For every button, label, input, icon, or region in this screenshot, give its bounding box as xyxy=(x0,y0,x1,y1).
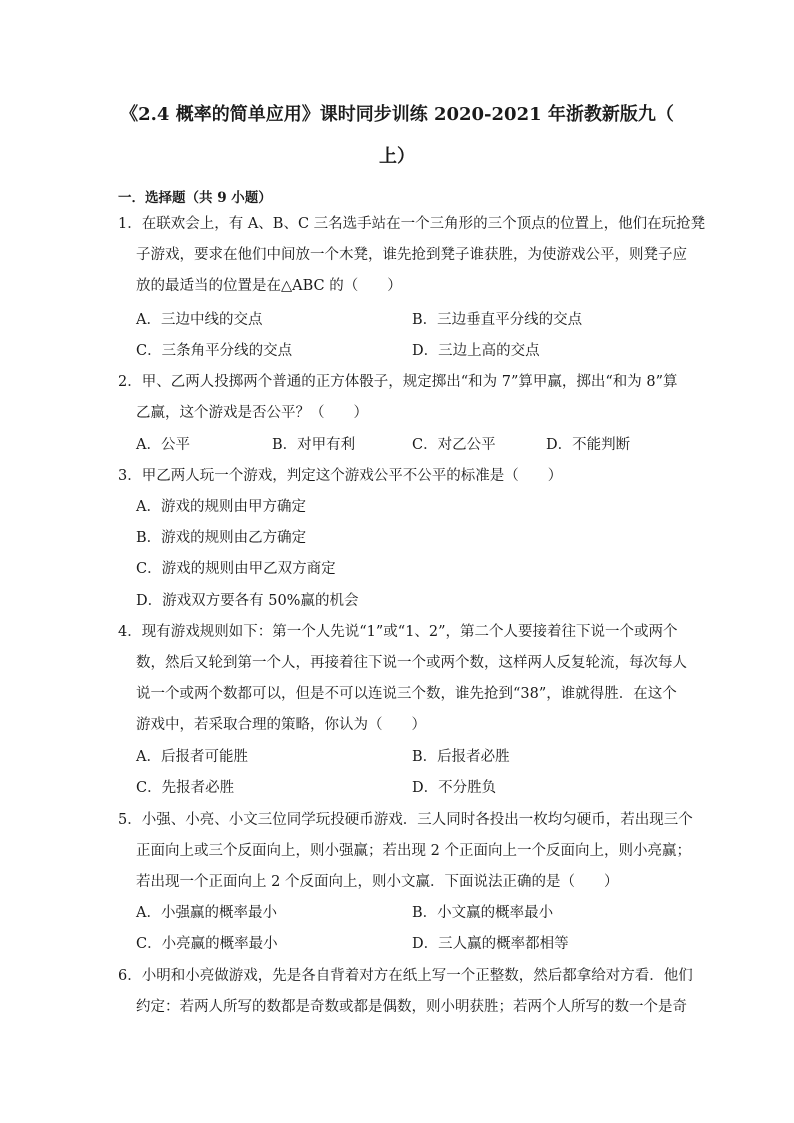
question-2-option-b: B．对甲有利 xyxy=(272,437,356,453)
question-5-option-b: B．小文赢的概率最小 xyxy=(412,905,554,921)
question-6-line-2: 约定：若两人所写的数都是奇数或都是偶数，则小明获胜；若两个人所写的数一个是奇 xyxy=(136,999,687,1015)
question-6-line-1: 6．小明和小亮做游戏，先是各自背着对方在纸上写一个正整数，然后都拿给对方看．他们 xyxy=(118,968,693,984)
question-1-option-b: B．三边垂直平分线的交点 xyxy=(412,312,583,328)
question-2-option-a: A．公平 xyxy=(136,437,190,453)
question-1-option-c: C．三条角平分线的交点 xyxy=(136,343,293,359)
question-1-option-a: A．三边中线的交点 xyxy=(136,312,263,328)
question-3-option-c: C．游戏的规则由甲乙双方商定 xyxy=(136,561,336,577)
question-4-option-c: C．先报者必胜 xyxy=(136,780,235,796)
question-1-line-2: 子游戏，要求在他们中间放一个木凳，谁先抢到凳子谁获胜，为使游戏公平，则凳子应 xyxy=(136,247,687,263)
question-5-option-a: A．小强赢的概率最小 xyxy=(136,905,277,921)
question-4-option-d: D．不分胜负 xyxy=(412,780,497,796)
question-4-option-b: B．后报者必胜 xyxy=(412,749,510,765)
question-2-option-c: C．对乙公平 xyxy=(412,437,496,453)
question-4-line-1: 4．现有游戏规则如下：第一个人先说“1”或“1、2”，第二个人要接着往下说一个或两个 xyxy=(118,624,678,640)
section-heading: 一．选择题（共 9 小题） xyxy=(118,190,272,206)
question-5-line-1: 5．小强、小亮、小文三位同学玩投硬币游戏．三人同时各投出一枚均匀硬币，若出现三个 xyxy=(118,812,693,828)
question-3-option-d: D．游戏双方要各有 50%赢的机会 xyxy=(136,593,359,609)
document-title-line-1: 《2.4 概率的简单应用》课时同步训练 2020-2021 年浙教新版九（ xyxy=(120,104,674,125)
question-4-line-2: 数，然后又轮到第一个人，再接着往下说一个或两个数，这样两人反复轮流，每次每人 xyxy=(136,655,687,671)
question-5-line-2: 正面向上或三个反面向上，则小强赢；若出现 2 个正面向上一个反面向上，则小亮赢； xyxy=(136,843,691,859)
question-1-line-3: 放的最适当的位置是在△ABC 的（ ） xyxy=(136,278,402,294)
question-3-option-a: A．游戏的规则由甲方确定 xyxy=(136,499,306,515)
question-2-line-1: 2．甲、乙两人投掷两个普通的正方体骰子，规定掷出“和为 7”算甲赢，掷出“和为 8”算 xyxy=(118,374,678,390)
document-title-line-2: 上） xyxy=(379,146,415,167)
question-5-line-3: 若出现一个正面向上 2 个反面向上，则小文赢．下面说法正确的是（ ） xyxy=(136,874,619,890)
question-2-line-2: 乙赢，这个游戏是否公平？（ ） xyxy=(136,405,368,421)
question-3-option-b: B．游戏的规则由乙方确定 xyxy=(136,530,307,546)
question-4-line-3: 说一个或两个数都可以，但是不可以连说三个数，谁先抢到“38”，谁就得胜．在这个 xyxy=(136,686,677,702)
question-1-option-d: D．三边上高的交点 xyxy=(412,343,540,359)
question-1-line-1: 1．在联欢会上，有 A、B、C 三名选手站在一个三角形的三个顶点的位置上，他们在玩抢凳 xyxy=(118,216,706,232)
question-5-option-c: C．小亮赢的概率最小 xyxy=(136,936,278,952)
question-3-line-1: 3．甲乙两人玩一个游戏，判定这个游戏公平不公平的标准是（ ） xyxy=(118,468,563,484)
question-4-option-a: A．后报者可能胜 xyxy=(136,749,248,765)
question-5-option-d: D．三人赢的概率都相等 xyxy=(412,936,569,952)
question-4-line-4: 游戏中，若采取合理的策略，你认为（ ） xyxy=(136,717,426,733)
question-2-option-d: D．不能判断 xyxy=(546,437,631,453)
